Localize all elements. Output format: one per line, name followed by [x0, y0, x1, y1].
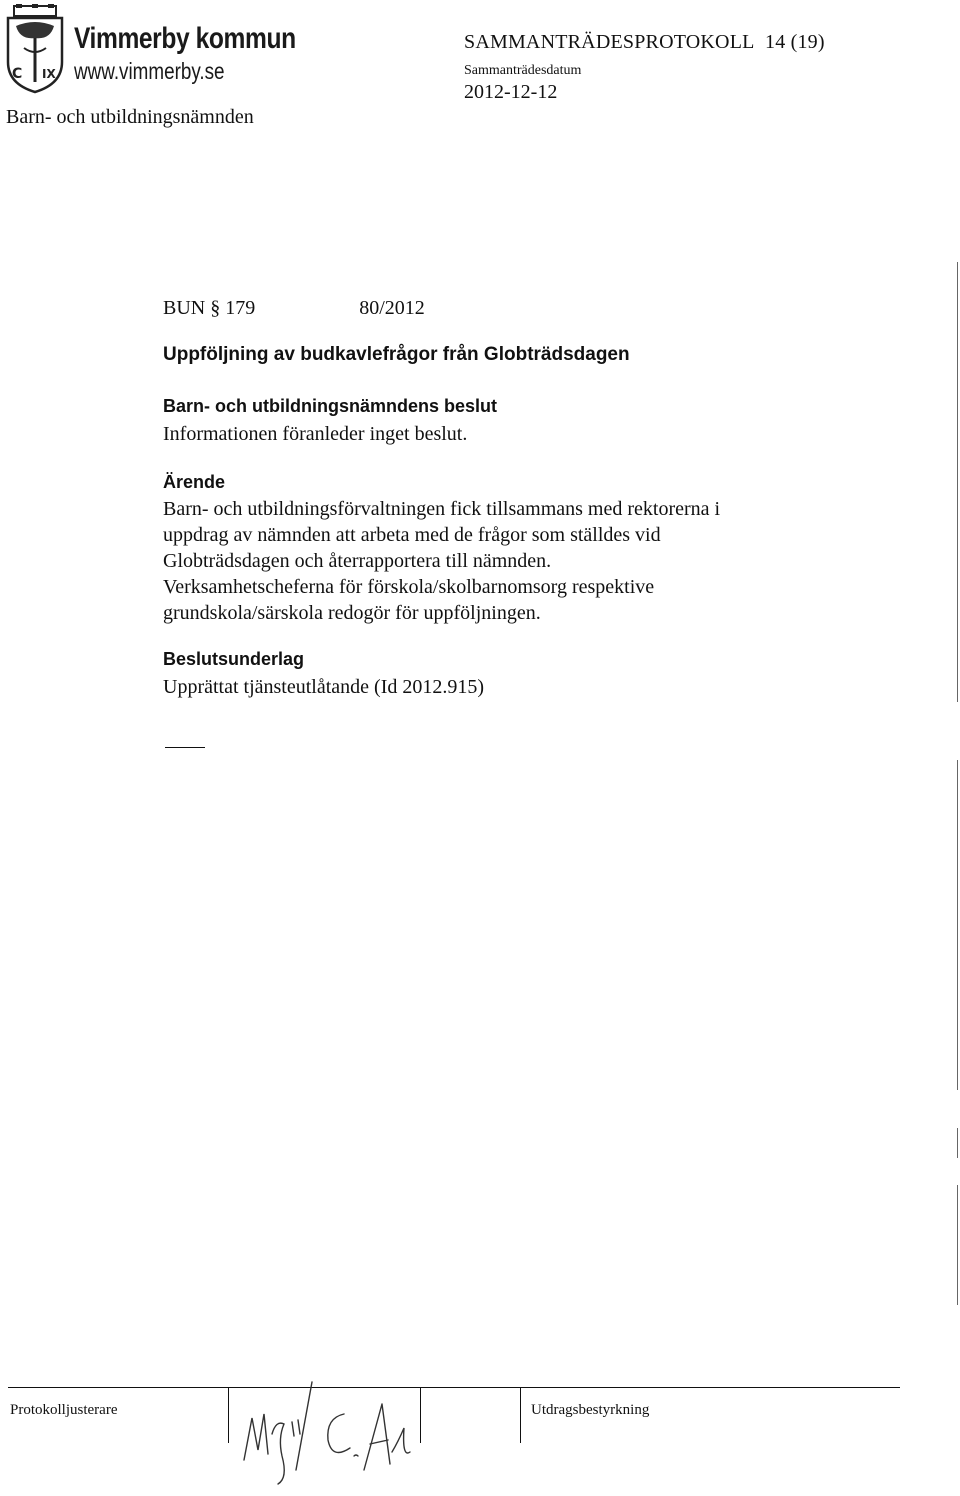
organization-name: Vimmerby kommun — [74, 22, 296, 55]
basis-heading: Beslutsunderlag — [163, 649, 305, 669]
section-number: BUN § 179 — [163, 297, 256, 319]
handwritten-initials-signature — [232, 1378, 432, 1490]
footer-divider — [520, 1387, 521, 1443]
certification-label: Utdragsbestyrkning — [531, 1402, 650, 1418]
page-number: 14 (19) — [765, 31, 825, 53]
footer-rule — [8, 1387, 900, 1388]
matter-line-1: Barn- och utbildningsförvaltningen fick tillsammans med rektorerna i — [163, 498, 721, 520]
document-type-and-page — [464, 31, 825, 54]
case-reference — [163, 297, 425, 320]
svg-text:C: C — [12, 66, 23, 82]
end-of-section-rule — [165, 747, 205, 748]
basis-text: Upprättat tjänsteutlåtande (Id 2012.915) — [163, 676, 485, 698]
margin-line — [957, 1128, 958, 1158]
organization-website: www.vimmerby.se — [74, 58, 225, 84]
svg-text:IX: IX — [42, 67, 56, 81]
matter-heading: Ärende — [163, 472, 226, 492]
matter-line-5: grundskola/särskola redogör för uppföljningen. — [163, 602, 541, 624]
matter-line-2: uppdrag av nämnden att arbeta med de frågor som ställdes vid — [163, 524, 661, 546]
case-number: 80/2012 — [359, 297, 425, 319]
adjuster-label: Protokolljusterare — [10, 1402, 118, 1418]
margin-line — [957, 262, 958, 702]
case-title: Uppföljning av budkavlefrågor från Globträdsdagen — [163, 344, 630, 365]
margin-line — [957, 1185, 958, 1305]
matter-line-4: Verksamhetscheferna för förskola/skolbarnomsorg respektive — [163, 576, 655, 598]
board-name: Barn- och utbildningsnämnden — [6, 106, 254, 128]
matter-line-3: Globträdsdagen och återrapportera till nämnden. — [163, 550, 552, 572]
document-type: SAMMANTRÄDESPROTOKOLL — [464, 31, 754, 53]
margin-line — [957, 760, 958, 1090]
footer-divider — [228, 1387, 229, 1443]
meeting-date-label: Sammanträdesdatum — [464, 63, 582, 78]
decision-text: Informationen föranleder inget beslut. — [163, 423, 468, 445]
meeting-date: 2012-12-12 — [464, 81, 558, 103]
decision-heading: Barn- och utbildningsnämndens beslut — [163, 396, 498, 416]
municipality-coat-of-arms-logo — [2, 4, 68, 94]
